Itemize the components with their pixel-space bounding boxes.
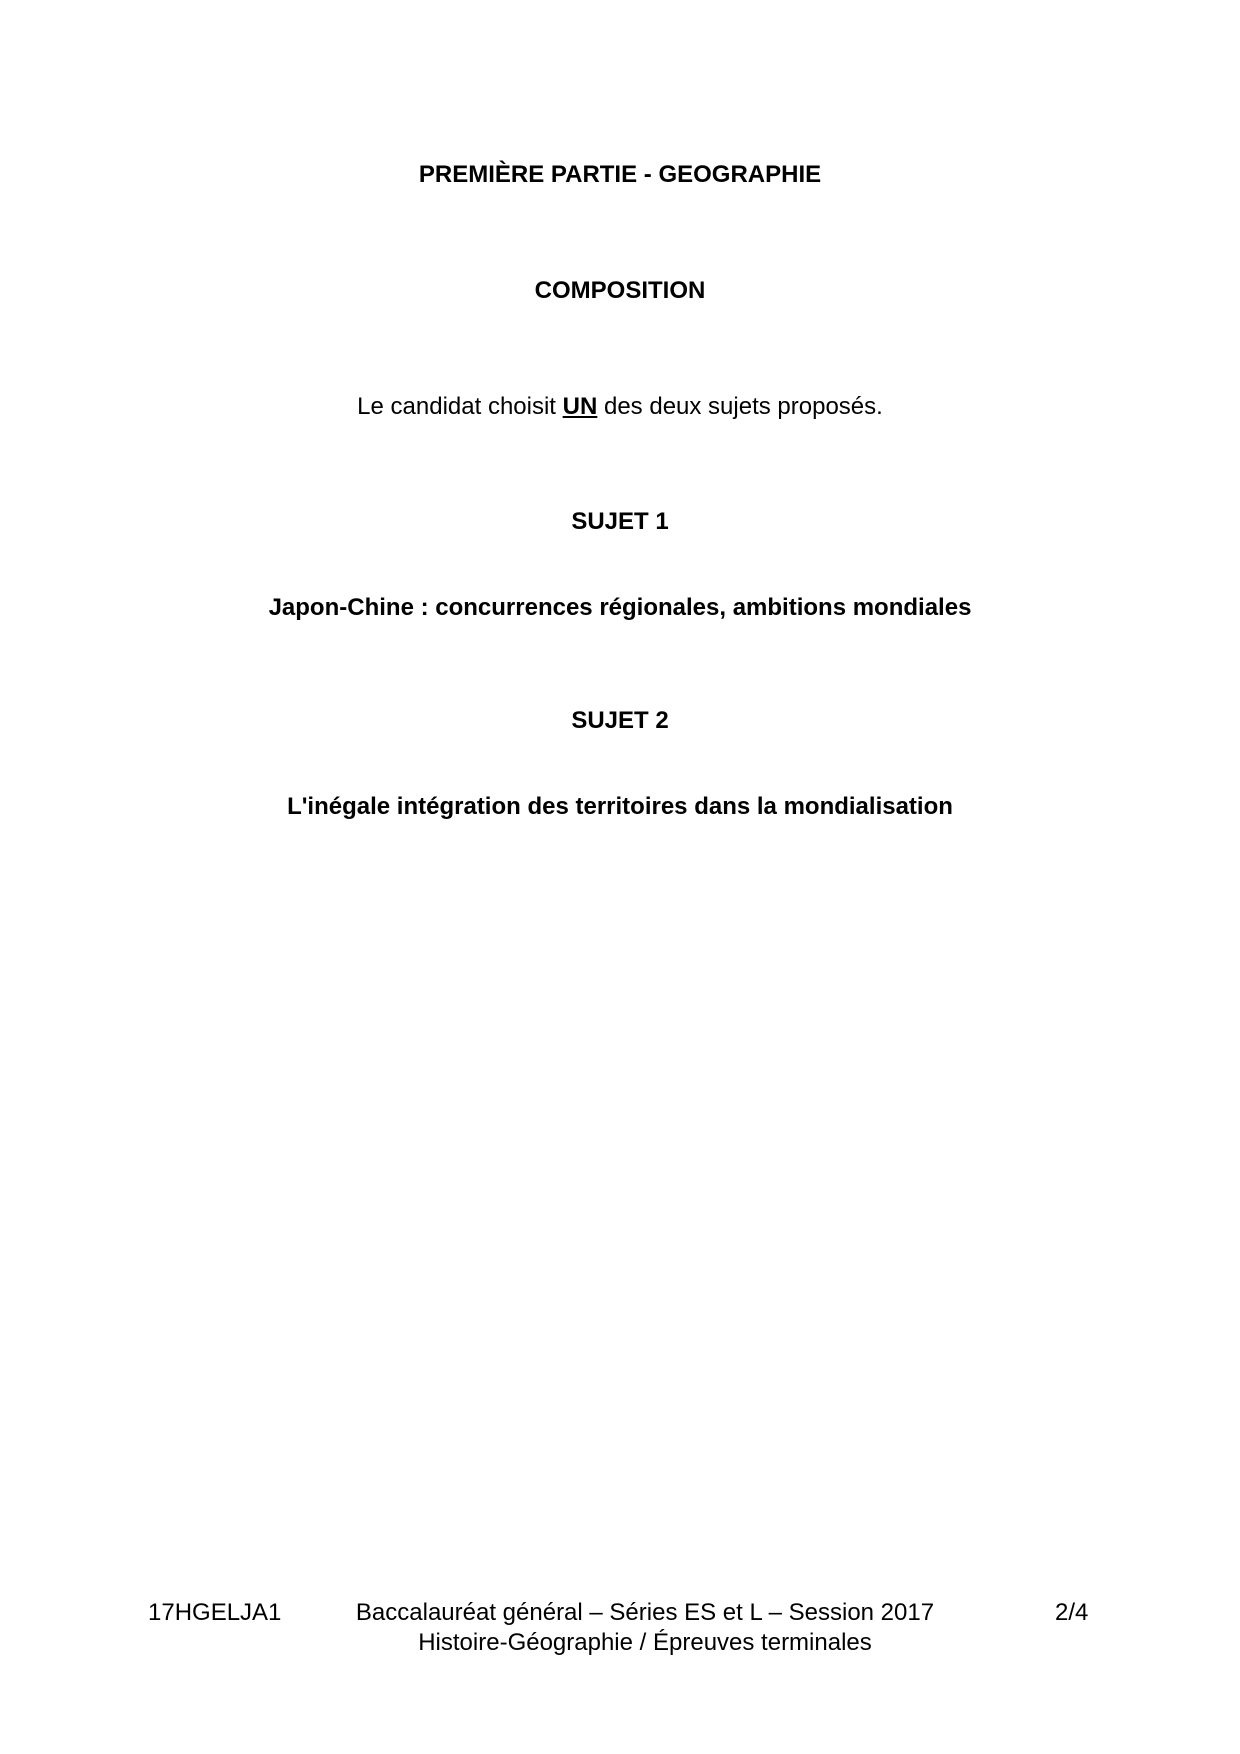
part-title: PREMIÈRE PARTIE - GEOGRAPHIE bbox=[418, 161, 822, 188]
instruction-line bbox=[0, 392, 1240, 422]
exercise-title: COMPOSITION bbox=[534, 277, 706, 304]
footer-line-2: Histoire-Géographie / Épreuves terminales bbox=[418, 1629, 872, 1656]
footer-line-1: Baccalauréat général – Séries ES et L – Session 2017 bbox=[355, 1599, 935, 1626]
footer-code: 17HGELJA1 bbox=[148, 1599, 282, 1626]
footer-page-number: 2/4 bbox=[1055, 1599, 1089, 1626]
instruction-emphasis: UN bbox=[562, 393, 598, 420]
instruction-text-after: des deux sujets proposés. bbox=[597, 393, 883, 420]
subject-1-label: SUJET 1 bbox=[571, 508, 669, 535]
subject-2-title: L'inégale intégration des territoires dans la mondialisation bbox=[287, 793, 953, 820]
footer-description bbox=[330, 1598, 960, 1658]
instruction-text-before: Le candidat choisit bbox=[357, 393, 563, 420]
subject-1-title: Japon-Chine : concurrences régionales, ambitions mondiales bbox=[268, 594, 972, 621]
subject-2-label: SUJET 2 bbox=[571, 707, 669, 734]
